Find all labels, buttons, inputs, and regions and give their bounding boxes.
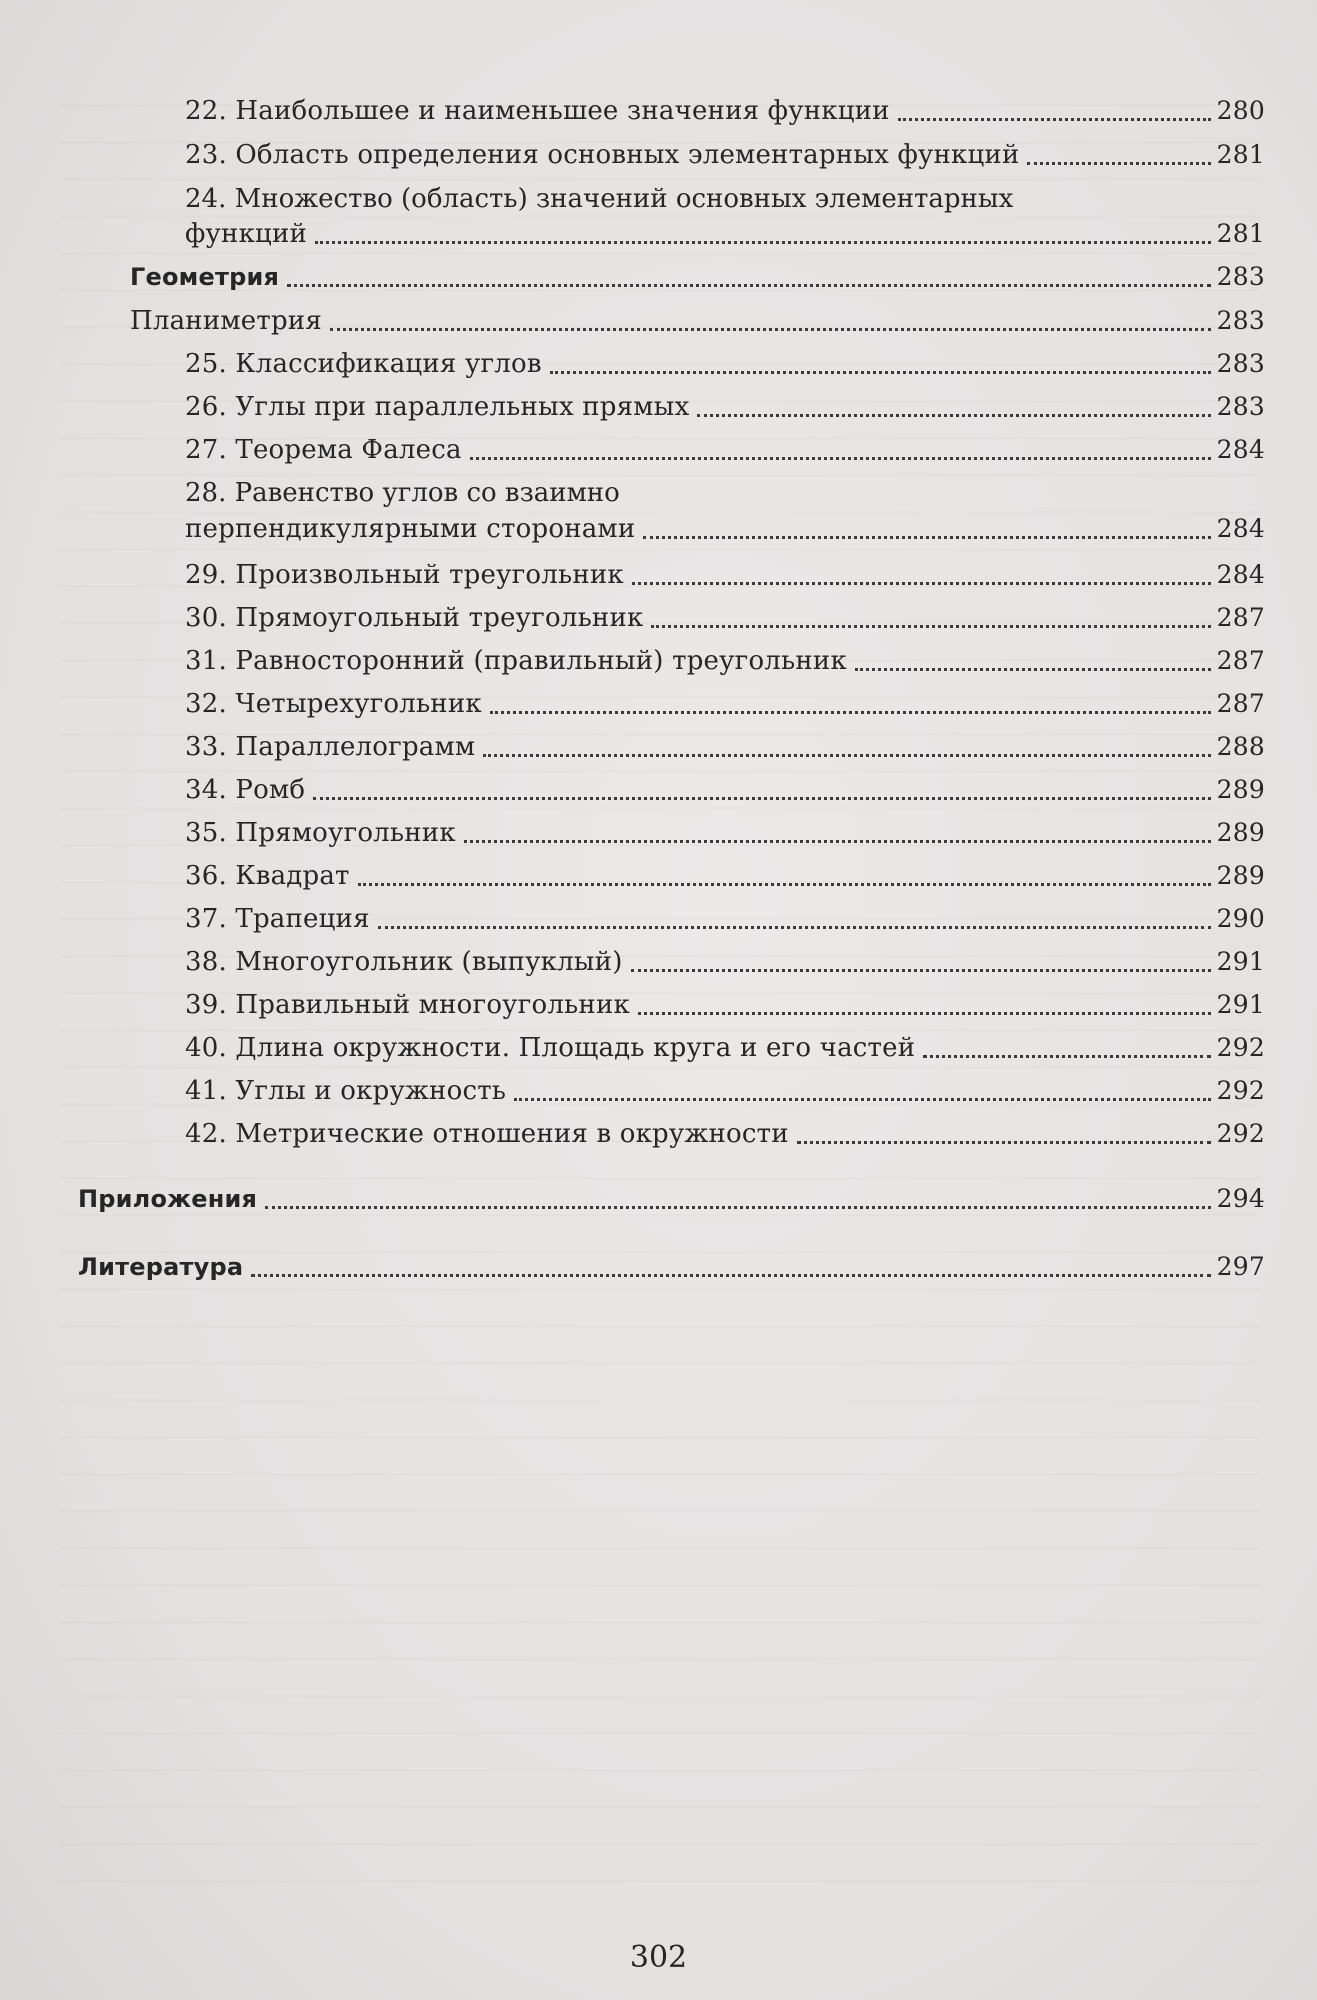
toc-entry-page: 290 — [1216, 904, 1265, 933]
toc-entry-page: 283 — [1216, 262, 1265, 291]
toc-entry-title: функций — [185, 219, 308, 249]
toc-entry-page: 287 — [1216, 689, 1265, 718]
toc-entry[interactable] — [185, 814, 1265, 852]
toc-entry-page: 291 — [1216, 947, 1265, 976]
toc-entry-title: 22. Наибольшее и наименьшее значения функции — [185, 96, 890, 126]
toc-entry-page: 281 — [1216, 140, 1265, 169]
toc-section-title: Геометрия — [130, 263, 280, 291]
dot-leader — [638, 1012, 1211, 1015]
toc-entry-page: 289 — [1216, 775, 1265, 804]
toc-entry-title: 30. Прямоугольный треугольник — [185, 603, 644, 633]
dot-leader — [265, 1206, 1211, 1209]
toc-entry[interactable] — [185, 728, 1265, 766]
toc-entry-page: 283 — [1216, 306, 1265, 335]
toc-entry[interactable] — [185, 986, 1265, 1024]
dot-leader — [632, 582, 1211, 585]
dot-leader — [287, 284, 1211, 287]
toc-entry[interactable] — [185, 771, 1265, 809]
dot-leader — [697, 414, 1210, 417]
toc-entry[interactable] — [185, 215, 1265, 253]
toc-entry[interactable] — [185, 556, 1265, 594]
dot-leader — [643, 536, 1210, 539]
toc-entry-title: 27. Теорема Фалеса — [185, 435, 462, 465]
toc-entry-title-line1: 24. Множество (область) значений основных элементарных — [185, 184, 1014, 214]
dot-leader — [1027, 162, 1210, 165]
toc-entry-title: 34. Ромб — [185, 775, 306, 805]
toc-entry-page: 283 — [1216, 392, 1265, 421]
toc-entry-page: 283 — [1216, 349, 1265, 378]
dot-leader — [330, 328, 1211, 331]
toc-entry-title: 31. Равносторонний (правильный) треугольник — [185, 646, 847, 676]
toc-section-entry[interactable] — [78, 1180, 1265, 1218]
toc-entry-title: 33. Параллелограмм — [185, 732, 476, 762]
dot-leader — [797, 1141, 1211, 1144]
dot-leader — [464, 840, 1211, 843]
toc-entry[interactable] — [185, 599, 1265, 637]
toc-entry-page: 280 — [1216, 96, 1265, 125]
dot-leader — [378, 926, 1211, 929]
toc-entry-page: 297 — [1216, 1252, 1265, 1281]
toc-entry-title: 25. Классификация углов — [185, 349, 542, 379]
dot-leader — [251, 1274, 1210, 1277]
toc-entry-title: перпендикулярными сторонами — [185, 514, 636, 544]
toc-entry[interactable] — [185, 1115, 1265, 1153]
toc-entry[interactable] — [185, 943, 1265, 981]
dot-leader — [550, 371, 1211, 374]
toc-entry-page: 289 — [1216, 861, 1265, 890]
page-number: 302 — [629, 1940, 688, 1975]
toc-entry[interactable] — [185, 1072, 1265, 1110]
toc-entry-title-line1: 28. Равенство углов со взаимно — [185, 478, 620, 508]
toc-entry-page: 281 — [1216, 219, 1265, 248]
toc-subsection-title: Планиметрия — [130, 306, 322, 336]
dot-leader — [315, 241, 1211, 244]
dot-leader — [313, 797, 1210, 800]
toc-entry-page: 284 — [1216, 560, 1265, 589]
toc-entry-page: 289 — [1216, 818, 1265, 847]
dot-leader — [651, 625, 1210, 628]
toc-entry-title: 42. Метрические отношения в окружности — [185, 1119, 789, 1149]
toc-entry-title: 32. Четырехугольник — [185, 689, 482, 719]
dot-leader — [483, 754, 1210, 757]
toc-entry[interactable] — [185, 136, 1265, 174]
toc-entry-page: 284 — [1216, 435, 1265, 464]
toc-entry[interactable] — [185, 900, 1265, 938]
toc-section-entry[interactable] — [78, 1248, 1265, 1286]
toc-entry-page: 292 — [1216, 1119, 1265, 1148]
toc-section-entry[interactable] — [130, 258, 1265, 296]
toc-entry-page: 292 — [1216, 1033, 1265, 1062]
toc-entry[interactable] — [185, 510, 1265, 548]
toc-entry-title: 29. Произвольный треугольник — [185, 560, 624, 590]
dot-leader — [855, 668, 1211, 671]
dot-leader — [631, 969, 1211, 972]
toc-entry-title: 23. Область определения основных элементарных функций — [185, 140, 1020, 170]
toc-entry-page: 294 — [1216, 1184, 1265, 1213]
toc-entry[interactable] — [185, 1029, 1265, 1067]
dot-leader — [923, 1055, 1210, 1058]
toc-entry[interactable] — [185, 388, 1265, 426]
toc-entry[interactable] — [185, 642, 1265, 680]
toc-entry-page: 288 — [1216, 732, 1265, 761]
toc-entry[interactable] — [185, 92, 1265, 130]
toc-entry[interactable] — [185, 431, 1265, 469]
toc-entry-page: 291 — [1216, 990, 1265, 1019]
toc-entry[interactable] — [185, 685, 1265, 723]
dot-leader — [514, 1098, 1211, 1101]
toc-entry-page: 287 — [1216, 603, 1265, 632]
dot-leader — [490, 711, 1211, 714]
toc-entry-title: 26. Углы при параллельных прямых — [185, 392, 690, 422]
toc-entry-page: 292 — [1216, 1076, 1265, 1105]
toc-entry[interactable] — [185, 345, 1265, 383]
toc-entry-page: 287 — [1216, 646, 1265, 675]
toc-section-title: Приложения — [78, 1185, 258, 1213]
toc-entry-title: 35. Прямоугольник — [185, 818, 456, 848]
toc-entry-title: 36. Квадрат — [185, 861, 350, 891]
dot-leader — [358, 883, 1211, 886]
toc-entry-title: 41. Углы и окружность — [185, 1076, 507, 1106]
toc-entry-title: 39. Правильный многоугольник — [185, 990, 630, 1020]
dot-leader — [470, 457, 1211, 460]
toc-entry-title: 38. Многоугольник (выпуклый) — [185, 947, 623, 977]
toc-entry-page: 284 — [1216, 514, 1265, 543]
toc-section-title: Литература — [78, 1253, 244, 1281]
toc-entry-title: 40. Длина окружности. Площадь круга и его частей — [185, 1033, 916, 1063]
toc-entry-title: 37. Трапеция — [185, 904, 370, 934]
dot-leader — [898, 118, 1211, 121]
toc-entry[interactable] — [185, 857, 1265, 895]
toc-subsection-entry[interactable] — [130, 302, 1265, 340]
